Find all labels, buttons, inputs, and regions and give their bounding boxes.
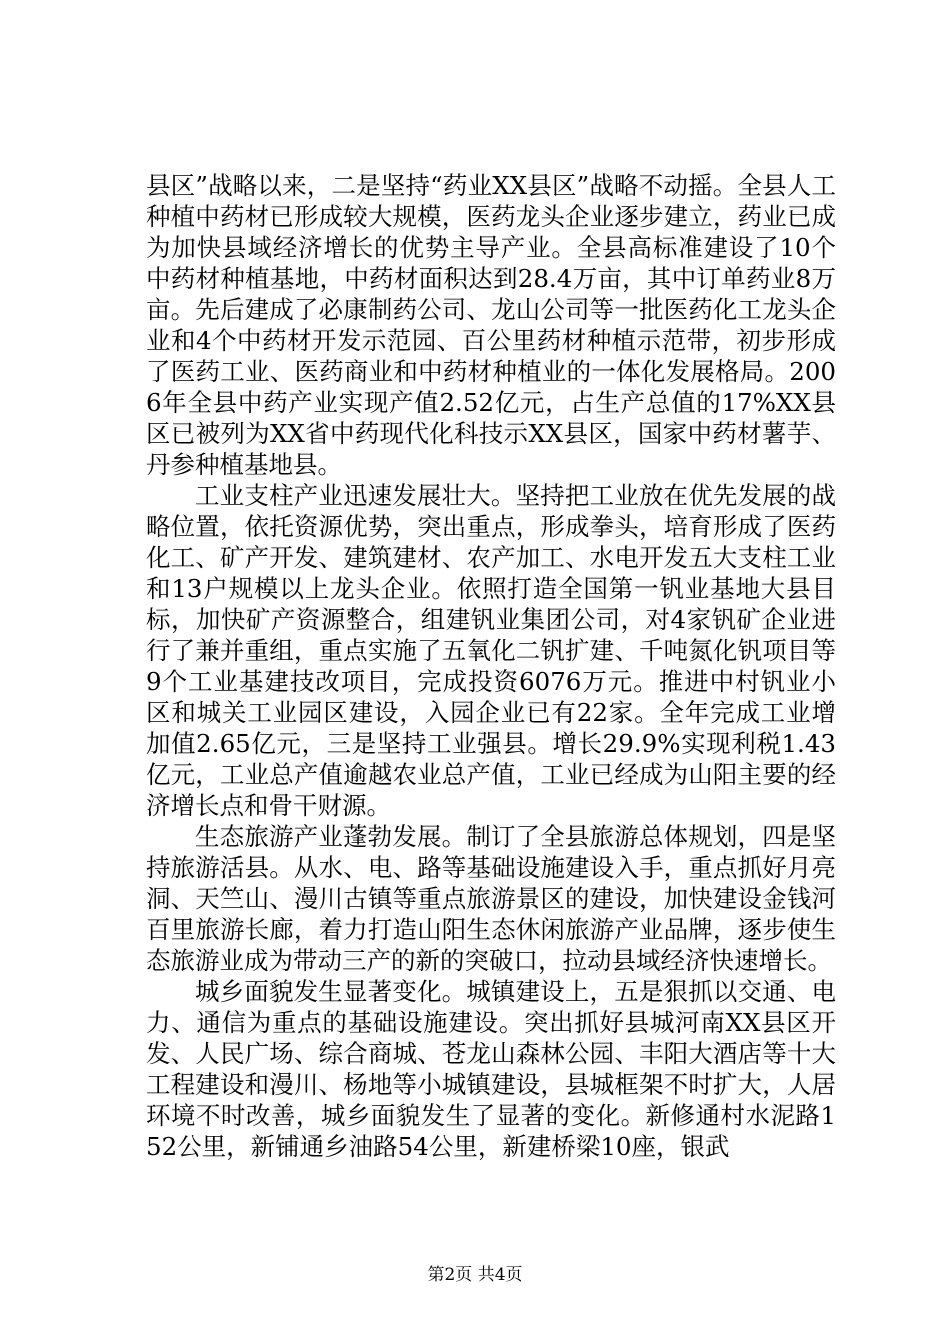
paragraph-4: 城乡面貌发生显著变化。城镇建设上，五是狠抓以交通、电力、通信为重点的基础设施建设。突出抓好县城河南XX县区开发、人民广场、综合商城、苍龙山森林公园、丰阳大酒店等十大工程建设和漫川、杨地等小城镇建设，县城框架不时扩大，人居环境不时改善，城乡面貌发生了显著的变化。新修通村水泥路152公里，新铺通乡油路54公里，新建桥梁10座，银武 (146, 977, 836, 1161)
paragraph-2: 工业支柱产业迅速发展壮大。坚持把工业放在优先发展的战略位置，依托资源优势，突出重点，形成拳头，培育形成了医药化工、矿产开发、建筑建材、农产加工、水电开发五大支柱工业和13户规模以上龙头企业。依照打造全国第一钒业基地大县目标，加快矿产资源整合，组建钒业集团公司，对4家钒矿企业进行了兼并重组，重点实施了五氧化二钒扩建、千吨氮化钒项目等9个工业基建技改项目，完成投资6076万元。推进中村钒业小区和城关工业园区建设，入园企业已有22家。全年完成工业增加值2.65亿元，三是坚持工业强县。增长29.9%实现利税1.43亿元，工业总产值逾越农业总产值，工业已经成为山阳主要的经济增长点和骨干财源。 (146, 481, 836, 820)
page-number-footer: 第2页 共4页 (427, 1265, 523, 1285)
document-body (146, 170, 836, 1162)
paragraph-1: 县区”战略以来，二是坚持“药业XX县区”战略不动摇。全县人工种植中药材已形成较大规模，医药龙头企业逐步建立，药业已成为加快县域经济增长的优势主导产业。全县高标准建设了10个中药材种植基地，中药材面积达到28.4万亩，其中订单药业8万亩。先后建成了必康制药公司、龙山公司等一批医药化工龙头企业和4个中药材开发示范园、百公里药材种植示范带，初步形成了医药工业、医药商业和中药材种植业的一体化发展格局。2006年全县中药产业实现产值2.52亿元，占生产总值的17%XX县区已被列为XX省中药现代化科技示XX县区，国家中药材薯芋、丹参种植基地县。 (146, 171, 836, 479)
paragraph-3: 生态旅游产业蓬勃发展。制订了全县旅游总体规划，四是坚持旅游活县。从水、电、路等基础设施建设入手，重点抓好月亮洞、天竺山、漫川古镇等重点旅游景区的建设，加快建设金钱河百里旅游长廊，着力打造山阳生态休闲旅游产业品牌，逐步使生态旅游业成为带动三产的新的突破口，拉动县域经济快速增长。 (146, 822, 836, 975)
